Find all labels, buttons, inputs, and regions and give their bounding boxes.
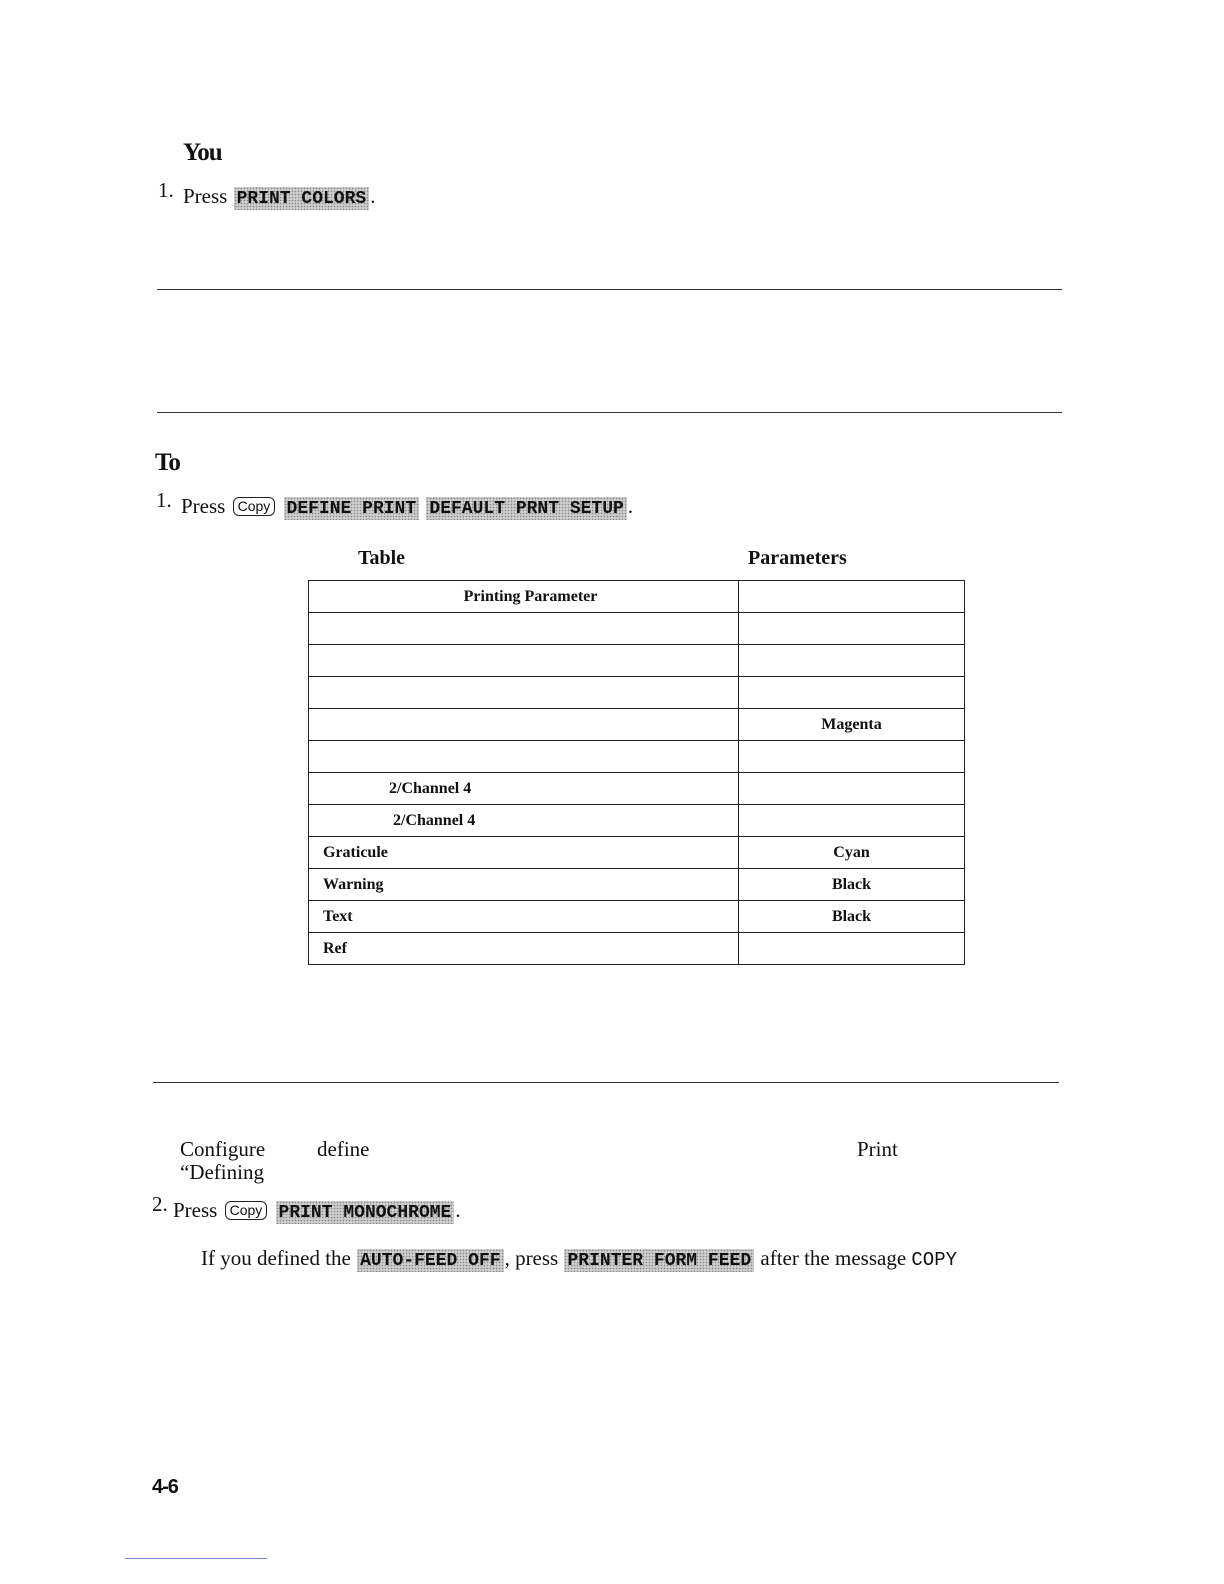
table-cell [309,677,739,709]
table-row [309,773,965,805]
step-number: 2. [152,1192,168,1216]
table-header-row [309,581,965,613]
table-row [309,805,965,837]
table-row [309,837,965,869]
step-period: . [455,1198,461,1222]
step-press-label: Press [173,1198,218,1222]
table-header-cell [739,581,965,613]
table-row [309,709,965,741]
table-cell [739,805,965,837]
table-row [309,901,965,933]
copy-hardkey[interactable]: Copy [225,1201,268,1220]
table-cell [309,741,739,773]
note-text: If you defined the [201,1246,351,1270]
define-print-softkey[interactable]: DEFINE PRINT [284,497,420,520]
printing-parameters-table [308,580,965,965]
define-word: define [317,1137,370,1161]
table-cell [739,677,965,709]
copy-hardkey[interactable]: Copy [233,497,276,516]
table-cell: Magenta [739,709,965,741]
step-press-label: Press [183,184,228,208]
table-cell [309,709,739,741]
defining-word: “Defining [180,1160,264,1184]
table-cell: Cyan [739,837,965,869]
note-text: after the message [760,1246,907,1270]
divider [157,412,1062,413]
table-row [309,933,965,965]
table-cell [739,773,965,805]
table-row [309,869,965,901]
note-text: , press [504,1246,559,1270]
table-cell [739,933,965,965]
table-cell [739,645,965,677]
table-cell: 2/Channel 4 [309,773,739,805]
configure-word: Configure [180,1137,266,1161]
printer-form-feed-softkey[interactable]: PRINTER FORM FEED [564,1249,754,1272]
step-period: . [370,184,376,208]
footer-line [125,1558,267,1559]
table-cell: Black [739,869,965,901]
table-cell [739,613,965,645]
print-word: Print [857,1137,898,1161]
step-number: 1. [158,178,174,202]
divider [157,289,1062,290]
table-cell [739,741,965,773]
section-heading-you: You [183,139,222,166]
section-heading-to: To [155,449,180,476]
step-default-print-setup [156,488,634,520]
step-number: 1. [156,488,172,512]
default-prnt-setup-softkey[interactable]: DEFAULT PRNT SETUP [426,497,626,520]
step-period: . [627,494,634,518]
auto-feed-note [201,1246,957,1272]
table-cell: Ref [309,933,739,965]
copy-message: COPY [911,1249,957,1271]
table-row [309,613,965,645]
step-print-colors [158,178,376,210]
table-row [309,645,965,677]
step-print-monochrome [152,1192,461,1224]
table-cell: Warning [309,869,739,901]
table-cell: Text [309,901,739,933]
table-header-cell: Printing Parameter [309,581,739,613]
table-cell [309,613,739,645]
table-cell: Black [739,901,965,933]
table-cell [309,645,739,677]
table-row [309,741,965,773]
table-cell: Graticule [309,837,739,869]
table-caption-left: Table [358,547,406,569]
step-press-label: Press [181,494,226,518]
table-row [309,677,965,709]
print-monochrome-softkey[interactable]: PRINT MONOCHROME [276,1201,455,1224]
table-cell: 2/Channel 4 [309,805,739,837]
page-number: 4-6 [152,1476,178,1498]
divider [153,1082,1059,1083]
auto-feed-off-softkey[interactable]: AUTO-FEED OFF [357,1249,503,1272]
print-colors-softkey[interactable]: PRINT COLORS [234,187,370,210]
table-caption-right: Parameters [748,547,847,569]
